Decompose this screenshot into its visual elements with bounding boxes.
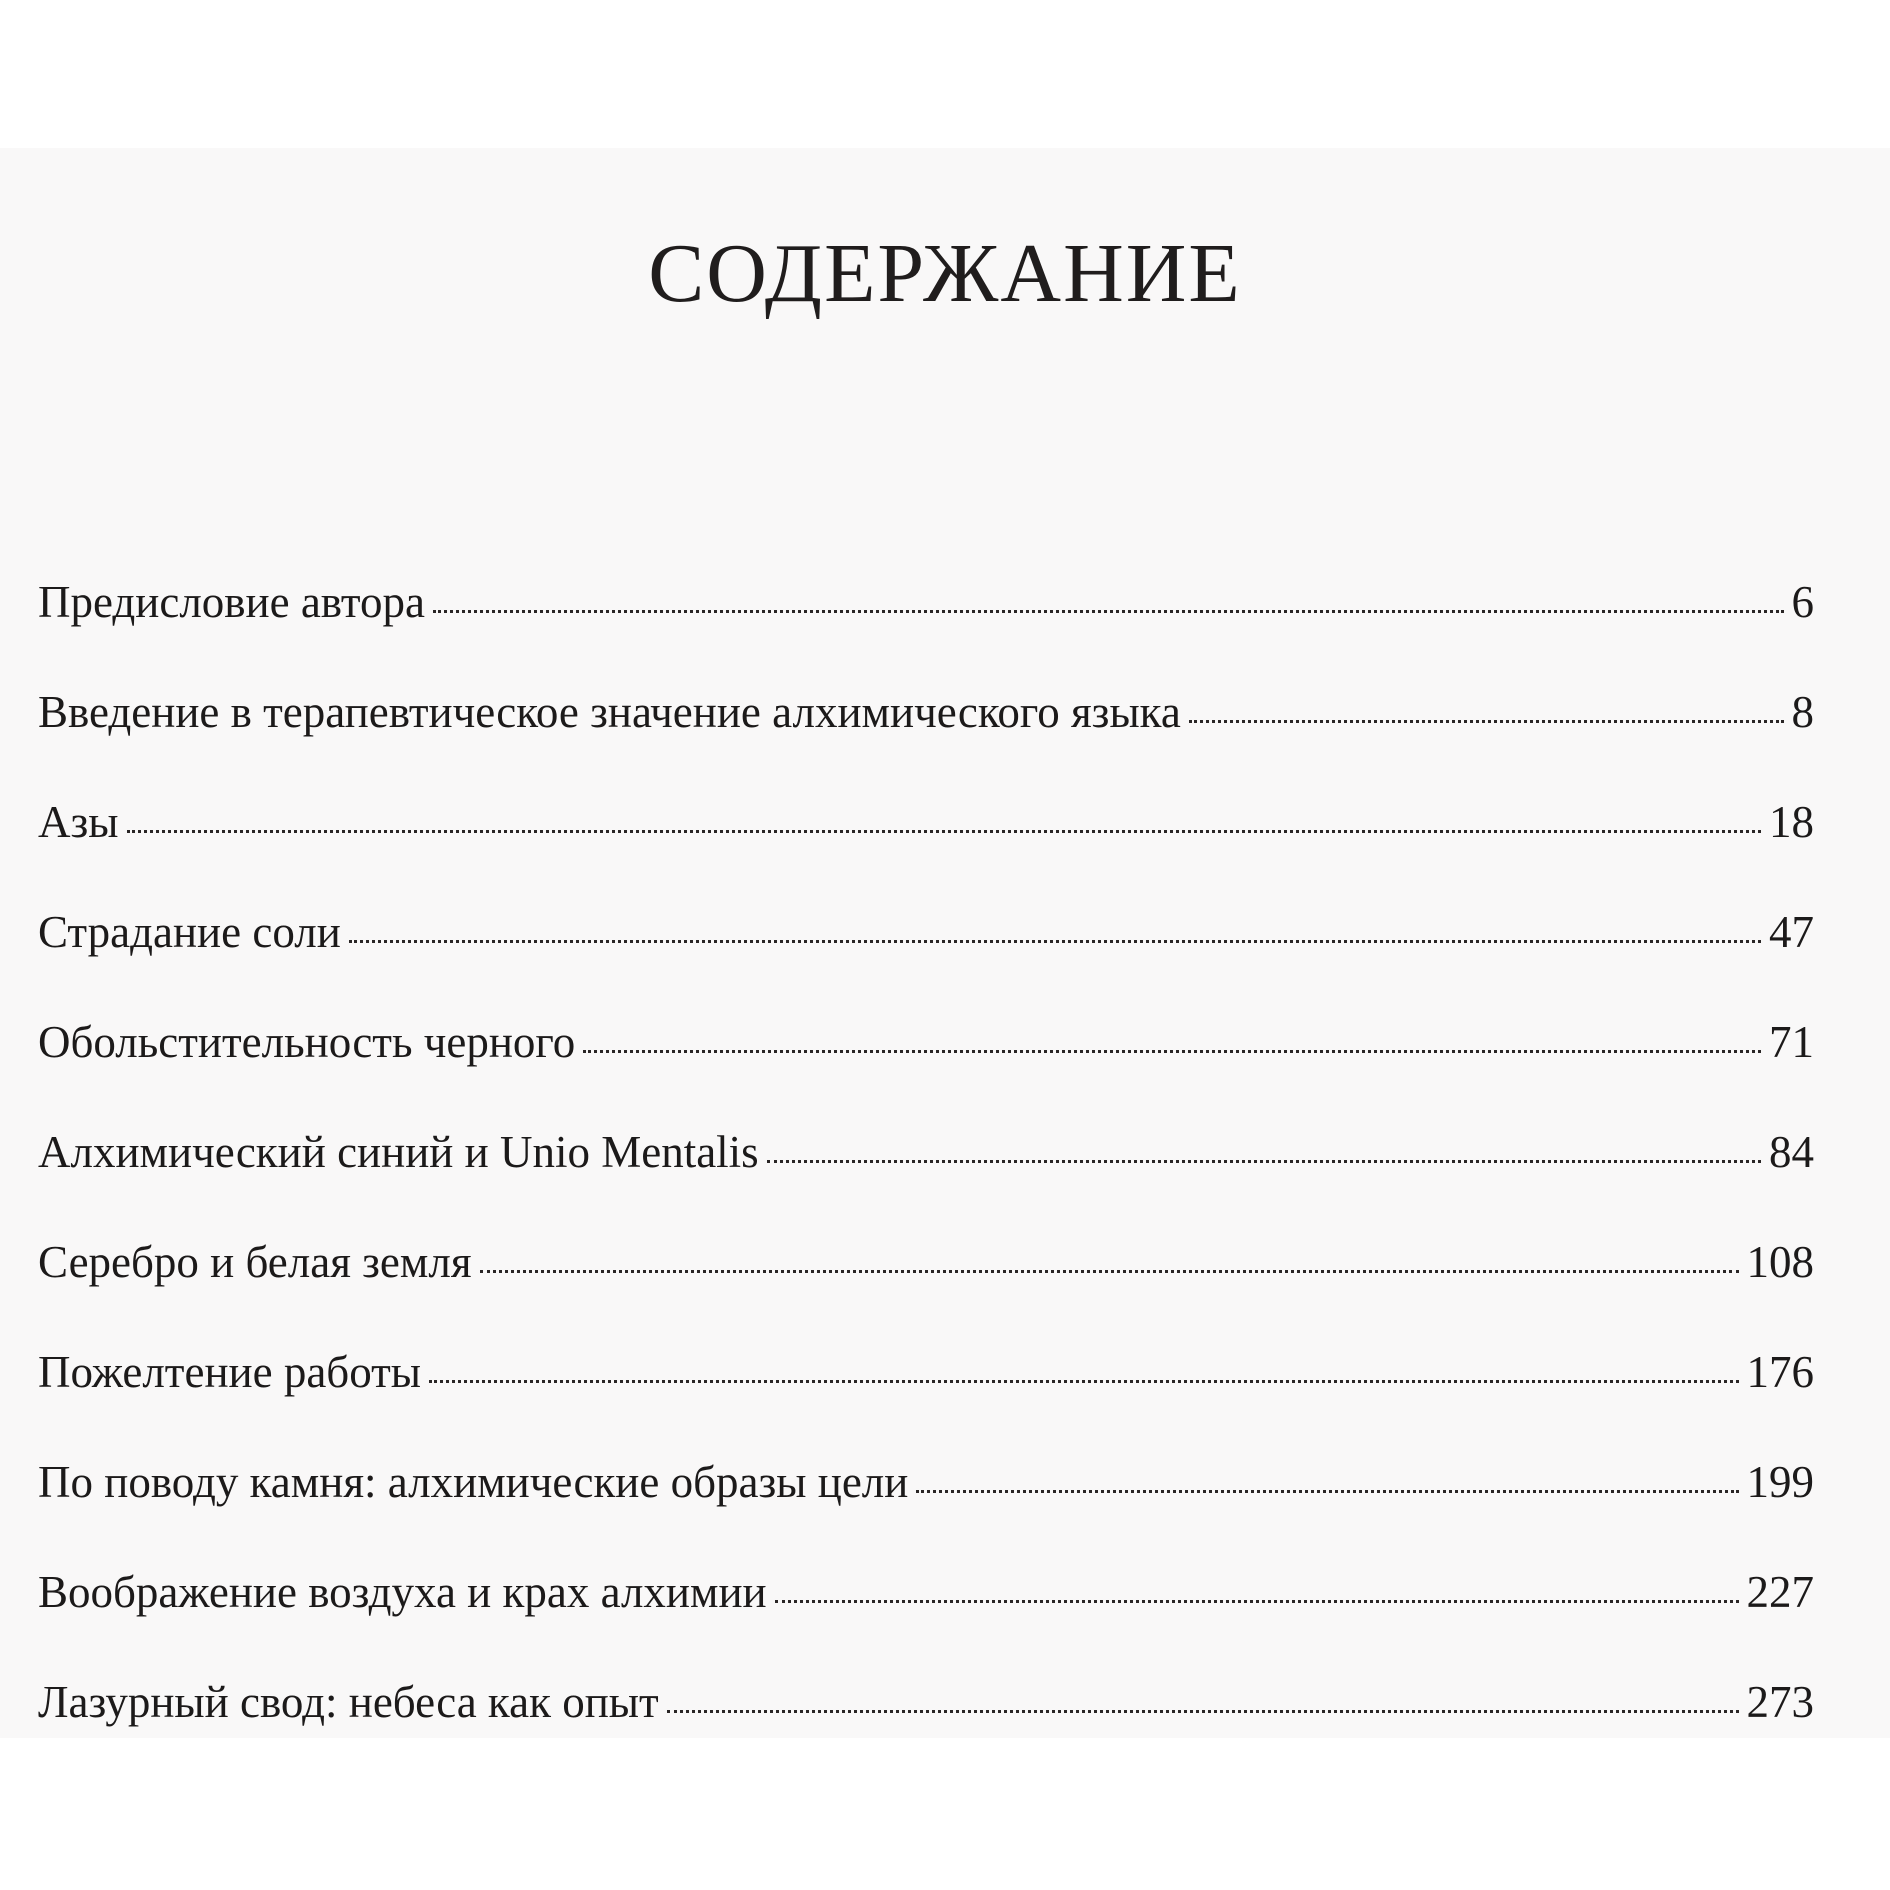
dot-leader	[433, 610, 1784, 613]
toc-entry-page: 176	[1746, 1347, 1814, 1397]
toc-entry-page: 273	[1746, 1677, 1814, 1727]
toc-entry	[38, 1017, 1814, 1130]
toc-entry-title: Страдание соли	[38, 907, 341, 957]
dot-leader	[775, 1600, 1739, 1603]
toc-entry-page: 199	[1746, 1457, 1814, 1507]
page-title: СОДЕРЖАНИЕ	[648, 227, 1242, 320]
toc-entry-title: Обольстительность черного	[38, 1017, 576, 1067]
toc-entry-page: 108	[1746, 1237, 1814, 1287]
toc-entry-title: Лазурный свод: небеса как опыт	[38, 1677, 659, 1727]
toc-entry-page: 84	[1769, 1127, 1814, 1177]
toc-entry-page: 6	[1791, 577, 1814, 627]
toc-entry	[38, 687, 1814, 800]
toc-entry	[38, 1237, 1814, 1350]
toc-entry-title: Предисловие автора	[38, 577, 425, 627]
dot-leader	[916, 1490, 1738, 1493]
toc-entry-page: 47	[1769, 907, 1814, 957]
toc-entry-title: По поводу камня: алхимические образы цели	[38, 1457, 909, 1507]
dot-leader	[127, 830, 1761, 833]
toc-entry-title: Серебро и белая земля	[38, 1237, 472, 1287]
toc-entry-page: 71	[1769, 1017, 1814, 1067]
toc-entry-page: 227	[1746, 1567, 1814, 1617]
dot-leader	[767, 1160, 1761, 1163]
toc-entry	[38, 1457, 1814, 1570]
toc-entry-title: Алхимический синий и Unio Mentalis	[38, 1127, 759, 1177]
toc-entry-title: Пожелтение работы	[38, 1347, 422, 1397]
toc-entry	[38, 577, 1814, 690]
toc-entry-page: 8	[1791, 687, 1814, 737]
dot-leader	[583, 1050, 1761, 1053]
toc-entry	[38, 1347, 1814, 1460]
toc-entry	[38, 1567, 1814, 1680]
toc-entry-title: Воображение воздуха и крах алхимии	[38, 1567, 767, 1617]
toc-entry-title: Азы	[38, 797, 119, 847]
toc-entry	[38, 797, 1814, 910]
dot-leader	[1189, 720, 1784, 723]
toc-entry-title: Введение в терапевтическое значение алхимического языка	[38, 687, 1181, 737]
dot-leader	[349, 940, 1761, 943]
toc-entry	[38, 1127, 1814, 1240]
toc-entry	[38, 1677, 1814, 1790]
toc-entry	[38, 907, 1814, 1020]
dot-leader	[667, 1710, 1739, 1713]
dot-leader	[480, 1270, 1739, 1273]
dot-leader	[429, 1380, 1738, 1383]
toc-entry-page: 18	[1769, 797, 1814, 847]
table-of-contents	[38, 577, 1814, 1790]
